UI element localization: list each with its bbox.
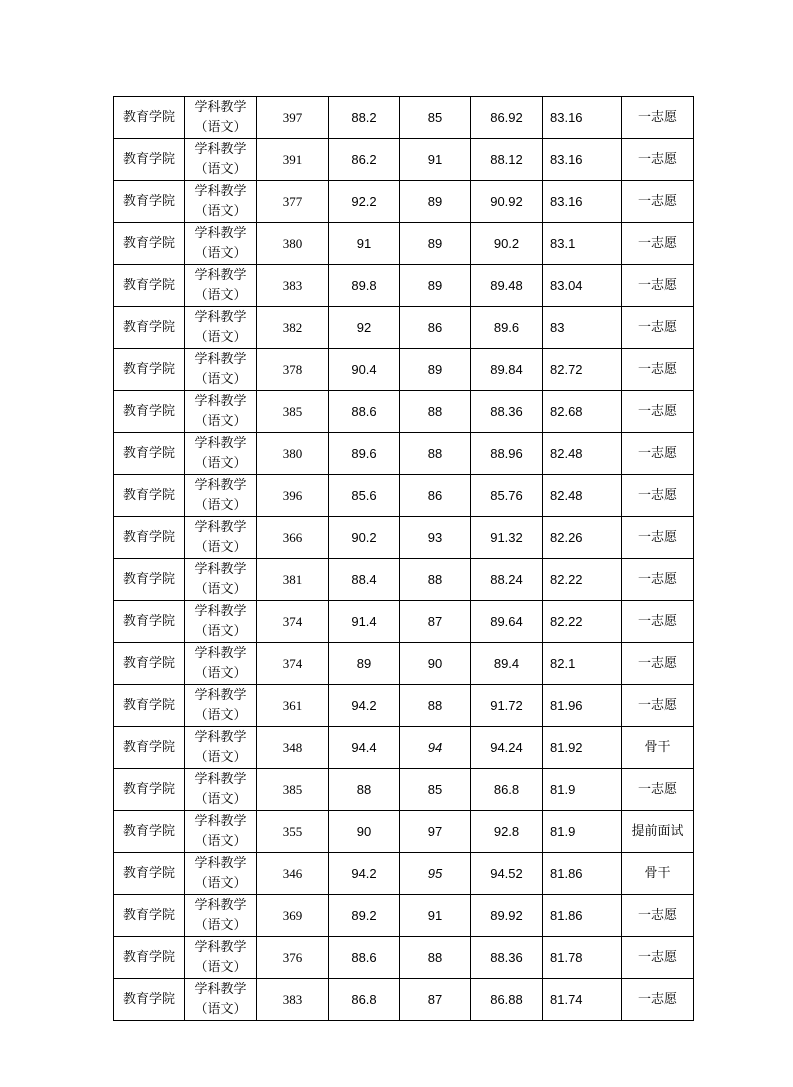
- table-row: [114, 937, 694, 979]
- score-2-cell: 91: [329, 223, 400, 265]
- score-1-cell: 382: [257, 307, 329, 349]
- score-4-cell: 86.92: [471, 97, 543, 139]
- major-line-1: 学科教学: [194, 225, 247, 241]
- score-1-cell: 355: [257, 811, 329, 853]
- table-row: [114, 853, 694, 895]
- major-line-2: （语文）: [194, 917, 247, 933]
- college-cell: 教育学院: [114, 475, 185, 517]
- score-2-cell: 92.2: [329, 181, 400, 223]
- score-3-cell: 85: [400, 769, 471, 811]
- score-2-cell: 89.2: [329, 895, 400, 937]
- admission-type-cell: 一志愿: [622, 307, 694, 349]
- major-line-1: 学科教学: [194, 939, 247, 955]
- score-4-cell: 86.8: [471, 769, 543, 811]
- major-line-1: 学科教学: [194, 519, 247, 535]
- major-line-1: 学科教学: [194, 771, 247, 787]
- major-line-2: （语文）: [194, 497, 247, 513]
- score-2-cell: 88.6: [329, 391, 400, 433]
- major-line-2: （语文）: [194, 707, 247, 723]
- score-1-cell: 366: [257, 517, 329, 559]
- major-line-2: （语文）: [194, 791, 247, 807]
- score-2-cell: 86.2: [329, 139, 400, 181]
- score-3-cell: 89: [400, 349, 471, 391]
- score-1-cell: 346: [257, 853, 329, 895]
- major-line-1: 学科教学: [194, 729, 247, 745]
- score-4-cell: 89.48: [471, 265, 543, 307]
- college-cell: 教育学院: [114, 685, 185, 727]
- major-line-1: 学科教学: [194, 393, 247, 409]
- table-row: [114, 265, 694, 307]
- admission-type-cell: 一志愿: [622, 685, 694, 727]
- major-cell: [185, 97, 257, 139]
- major-line-2: （语文）: [194, 119, 247, 135]
- total-score-cell: 83.16: [543, 97, 622, 139]
- table-row: [114, 895, 694, 937]
- major-line-2: （语文）: [194, 329, 247, 345]
- major-cell: [185, 853, 257, 895]
- score-4-cell: 94.24: [471, 727, 543, 769]
- total-score-cell: 82.22: [543, 601, 622, 643]
- score-1-cell: 361: [257, 685, 329, 727]
- score-4-cell: 85.76: [471, 475, 543, 517]
- college-cell: 教育学院: [114, 979, 185, 1021]
- score-1-cell: 348: [257, 727, 329, 769]
- score-3-cell: 89: [400, 265, 471, 307]
- college-cell: 教育学院: [114, 391, 185, 433]
- major-line-2: （语文）: [194, 539, 247, 555]
- score-3-cell: 88: [400, 559, 471, 601]
- admission-type-cell: 一志愿: [622, 391, 694, 433]
- score-1-cell: 397: [257, 97, 329, 139]
- score-2-cell: 89: [329, 643, 400, 685]
- total-score-cell: 81.9: [543, 769, 622, 811]
- score-1-cell: 385: [257, 391, 329, 433]
- major-line-1: 学科教学: [194, 183, 247, 199]
- score-2-cell: 86.8: [329, 979, 400, 1021]
- score-4-cell: 90.92: [471, 181, 543, 223]
- table-row: [114, 349, 694, 391]
- admission-type-cell: 一志愿: [622, 433, 694, 475]
- major-line-2: （语文）: [194, 455, 247, 471]
- admission-type-cell: 一志愿: [622, 601, 694, 643]
- total-score-cell: 83.16: [543, 181, 622, 223]
- score-4-cell: 89.4: [471, 643, 543, 685]
- score-2-cell: 88.2: [329, 97, 400, 139]
- score-1-cell: 374: [257, 643, 329, 685]
- major-line-1: 学科教学: [194, 435, 247, 451]
- major-cell: [185, 643, 257, 685]
- score-3-cell: 89: [400, 223, 471, 265]
- total-score-cell: 83: [543, 307, 622, 349]
- major-line-1: 学科教学: [194, 603, 247, 619]
- score-4-cell: 88.12: [471, 139, 543, 181]
- score-2-cell: 94.2: [329, 685, 400, 727]
- major-cell: [185, 979, 257, 1021]
- score-2-cell: 88.4: [329, 559, 400, 601]
- admission-type-cell: 提前面试: [622, 811, 694, 853]
- total-score-cell: 81.9: [543, 811, 622, 853]
- table-row: [114, 391, 694, 433]
- admission-type-cell: 一志愿: [622, 475, 694, 517]
- score-3-cell: 91: [400, 895, 471, 937]
- major-line-2: （语文）: [194, 371, 247, 387]
- major-line-1: 学科教学: [194, 141, 247, 157]
- major-cell: [185, 517, 257, 559]
- college-cell: 教育学院: [114, 559, 185, 601]
- total-score-cell: 81.96: [543, 685, 622, 727]
- table-body: [114, 97, 694, 1021]
- score-1-cell: 369: [257, 895, 329, 937]
- admission-type-cell: 一志愿: [622, 937, 694, 979]
- major-line-2: （语文）: [194, 1001, 247, 1017]
- college-cell: 教育学院: [114, 265, 185, 307]
- score-4-cell: 86.88: [471, 979, 543, 1021]
- score-4-cell: 89.92: [471, 895, 543, 937]
- college-cell: 教育学院: [114, 811, 185, 853]
- major-line-2: （语文）: [194, 161, 247, 177]
- table-row: [114, 727, 694, 769]
- table-row: [114, 979, 694, 1021]
- college-cell: 教育学院: [114, 937, 185, 979]
- score-2-cell: 90.4: [329, 349, 400, 391]
- score-2-cell: 92: [329, 307, 400, 349]
- major-line-1: 学科教学: [194, 309, 247, 325]
- major-cell: [185, 433, 257, 475]
- score-3-cell: 90: [400, 643, 471, 685]
- major-cell: [185, 181, 257, 223]
- score-4-cell: 88.36: [471, 937, 543, 979]
- major-cell: [185, 307, 257, 349]
- score-1-cell: 378: [257, 349, 329, 391]
- major-cell: [185, 895, 257, 937]
- score-1-cell: 377: [257, 181, 329, 223]
- major-line-1: 学科教学: [194, 561, 247, 577]
- admission-type-cell: 一志愿: [622, 97, 694, 139]
- score-4-cell: 92.8: [471, 811, 543, 853]
- college-cell: 教育学院: [114, 769, 185, 811]
- score-3-cell: 91: [400, 139, 471, 181]
- major-cell: [185, 559, 257, 601]
- score-3-cell: 94: [400, 727, 471, 769]
- score-4-cell: 91.72: [471, 685, 543, 727]
- major-line-2: （语文）: [194, 623, 247, 639]
- major-cell: [185, 139, 257, 181]
- major-line-2: （语文）: [194, 833, 247, 849]
- score-4-cell: 88.24: [471, 559, 543, 601]
- major-line-1: 学科教学: [194, 645, 247, 661]
- score-3-cell: 87: [400, 601, 471, 643]
- score-3-cell: 86: [400, 307, 471, 349]
- total-score-cell: 81.86: [543, 895, 622, 937]
- score-3-cell: 86: [400, 475, 471, 517]
- major-line-1: 学科教学: [194, 99, 247, 115]
- score-3-cell: 88: [400, 433, 471, 475]
- table-row: [114, 559, 694, 601]
- score-3-cell: 87: [400, 979, 471, 1021]
- score-4-cell: 90.2: [471, 223, 543, 265]
- major-cell: [185, 475, 257, 517]
- total-score-cell: 82.22: [543, 559, 622, 601]
- score-2-cell: 88.6: [329, 937, 400, 979]
- score-2-cell: 94.2: [329, 853, 400, 895]
- score-3-cell: 88: [400, 937, 471, 979]
- table-row: [114, 685, 694, 727]
- score-1-cell: 385: [257, 769, 329, 811]
- college-cell: 教育学院: [114, 517, 185, 559]
- total-score-cell: 83.16: [543, 139, 622, 181]
- admission-type-cell: 一志愿: [622, 181, 694, 223]
- score-4-cell: 89.84: [471, 349, 543, 391]
- score-2-cell: 89.6: [329, 433, 400, 475]
- admission-score-table: [113, 96, 694, 1021]
- score-3-cell: 88: [400, 391, 471, 433]
- table-row: [114, 223, 694, 265]
- score-4-cell: 88.36: [471, 391, 543, 433]
- score-4-cell: 89.64: [471, 601, 543, 643]
- score-3-cell: 88: [400, 685, 471, 727]
- major-line-1: 学科教学: [194, 477, 247, 493]
- major-line-1: 学科教学: [194, 267, 247, 283]
- total-score-cell: 82.26: [543, 517, 622, 559]
- admission-type-cell: 一志愿: [622, 979, 694, 1021]
- score-2-cell: 89.8: [329, 265, 400, 307]
- score-2-cell: 90.2: [329, 517, 400, 559]
- score-1-cell: 391: [257, 139, 329, 181]
- college-cell: 教育学院: [114, 433, 185, 475]
- major-line-2: （语文）: [194, 875, 247, 891]
- table-row: [114, 475, 694, 517]
- table-row: [114, 181, 694, 223]
- total-score-cell: 81.74: [543, 979, 622, 1021]
- major-cell: [185, 937, 257, 979]
- admission-type-cell: 一志愿: [622, 895, 694, 937]
- major-cell: [185, 391, 257, 433]
- major-line-1: 学科教学: [194, 351, 247, 367]
- admission-type-cell: 一志愿: [622, 223, 694, 265]
- score-1-cell: 383: [257, 265, 329, 307]
- table-row: [114, 307, 694, 349]
- college-cell: 教育学院: [114, 97, 185, 139]
- score-1-cell: 380: [257, 433, 329, 475]
- table-row: [114, 517, 694, 559]
- total-score-cell: 81.86: [543, 853, 622, 895]
- major-line-2: （语文）: [194, 581, 247, 597]
- total-score-cell: 81.78: [543, 937, 622, 979]
- major-cell: [185, 601, 257, 643]
- table-row: [114, 433, 694, 475]
- total-score-cell: 83.1: [543, 223, 622, 265]
- major-cell: [185, 265, 257, 307]
- major-cell: [185, 811, 257, 853]
- score-1-cell: 383: [257, 979, 329, 1021]
- score-4-cell: 94.52: [471, 853, 543, 895]
- score-1-cell: 376: [257, 937, 329, 979]
- score-2-cell: 88: [329, 769, 400, 811]
- total-score-cell: 81.92: [543, 727, 622, 769]
- table-row: [114, 97, 694, 139]
- major-line-2: （语文）: [194, 203, 247, 219]
- score-3-cell: 97: [400, 811, 471, 853]
- college-cell: 教育学院: [114, 601, 185, 643]
- major-line-1: 学科教学: [194, 897, 247, 913]
- college-cell: 教育学院: [114, 307, 185, 349]
- major-line-2: （语文）: [194, 665, 247, 681]
- total-score-cell: 82.72: [543, 349, 622, 391]
- score-4-cell: 89.6: [471, 307, 543, 349]
- total-score-cell: 82.1: [543, 643, 622, 685]
- college-cell: 教育学院: [114, 139, 185, 181]
- score-3-cell: 85: [400, 97, 471, 139]
- total-score-cell: 82.48: [543, 475, 622, 517]
- table-row: [114, 769, 694, 811]
- major-line-2: （语文）: [194, 245, 247, 261]
- admission-type-cell: 一志愿: [622, 349, 694, 391]
- admission-type-cell: 一志愿: [622, 769, 694, 811]
- major-line-1: 学科教学: [194, 813, 247, 829]
- total-score-cell: 82.68: [543, 391, 622, 433]
- major-cell: [185, 223, 257, 265]
- admission-type-cell: 一志愿: [622, 643, 694, 685]
- score-3-cell: 93: [400, 517, 471, 559]
- major-line-2: （语文）: [194, 749, 247, 765]
- college-cell: 教育学院: [114, 349, 185, 391]
- admission-type-cell: 一志愿: [622, 559, 694, 601]
- major-line-2: （语文）: [194, 287, 247, 303]
- admission-type-cell: 骨干: [622, 853, 694, 895]
- score-3-cell: 89: [400, 181, 471, 223]
- major-cell: [185, 349, 257, 391]
- admission-type-cell: 骨干: [622, 727, 694, 769]
- major-cell: [185, 769, 257, 811]
- score-3-cell: 95: [400, 853, 471, 895]
- score-4-cell: 88.96: [471, 433, 543, 475]
- table-row: [114, 643, 694, 685]
- major-cell: [185, 727, 257, 769]
- score-2-cell: 90: [329, 811, 400, 853]
- college-cell: 教育学院: [114, 223, 185, 265]
- score-1-cell: 374: [257, 601, 329, 643]
- table-row: [114, 139, 694, 181]
- college-cell: 教育学院: [114, 181, 185, 223]
- major-line-1: 学科教学: [194, 687, 247, 703]
- college-cell: 教育学院: [114, 895, 185, 937]
- score-1-cell: 381: [257, 559, 329, 601]
- total-score-cell: 83.04: [543, 265, 622, 307]
- major-line-1: 学科教学: [194, 981, 247, 997]
- college-cell: 教育学院: [114, 727, 185, 769]
- score-2-cell: 85.6: [329, 475, 400, 517]
- college-cell: 教育学院: [114, 853, 185, 895]
- admission-type-cell: 一志愿: [622, 265, 694, 307]
- score-2-cell: 94.4: [329, 727, 400, 769]
- admission-type-cell: 一志愿: [622, 517, 694, 559]
- total-score-cell: 82.48: [543, 433, 622, 475]
- admission-type-cell: 一志愿: [622, 139, 694, 181]
- major-line-2: （语文）: [194, 413, 247, 429]
- table-row: [114, 601, 694, 643]
- score-1-cell: 396: [257, 475, 329, 517]
- major-line-1: 学科教学: [194, 855, 247, 871]
- major-line-2: （语文）: [194, 959, 247, 975]
- major-cell: [185, 685, 257, 727]
- score-1-cell: 380: [257, 223, 329, 265]
- score-4-cell: 91.32: [471, 517, 543, 559]
- college-cell: 教育学院: [114, 643, 185, 685]
- score-2-cell: 91.4: [329, 601, 400, 643]
- table-row: [114, 811, 694, 853]
